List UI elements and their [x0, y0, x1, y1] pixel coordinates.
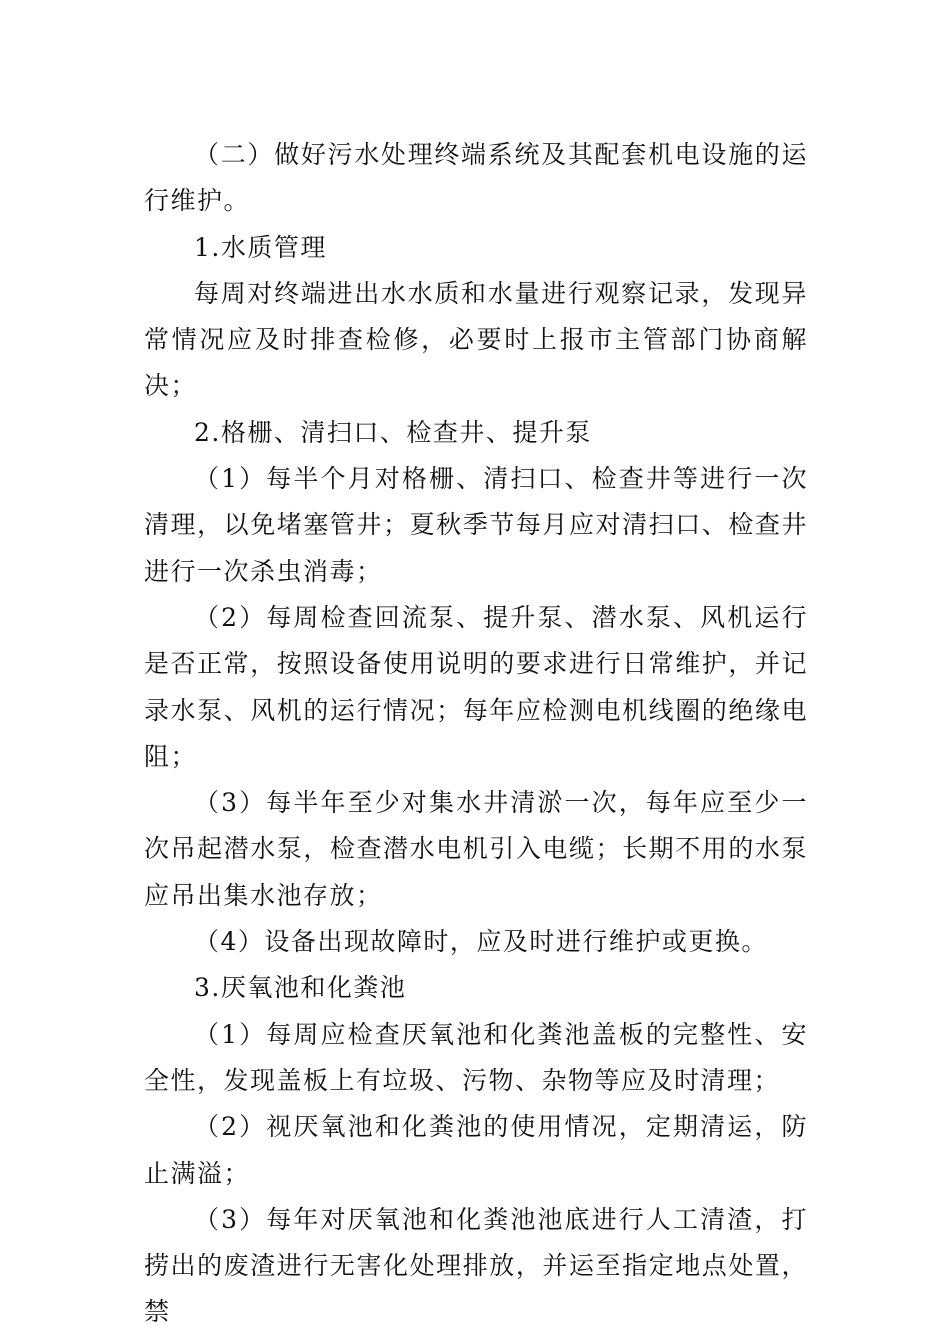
paragraph-item-4: （4）设备出现故障时，应及时进行维护或更换。: [194, 927, 768, 957]
subheading-anaerobic-septic: 3.厌氧池和化粪池: [194, 973, 407, 1003]
subheading-grating-pumps: 2.格栅、清扫口、检查井、提升泵: [194, 417, 592, 447]
paragraph-septic-item-2: （2）视厌氧池和化粪池的使用情况，定期清运，防止满溢；: [144, 1112, 808, 1188]
paragraph-water-quality: 每周对终端进出水水质和水量进行观察记录，发现异常情况应及时排查检修，必要时上报市主管部门协商解决；: [144, 278, 808, 401]
document-body: [144, 132, 808, 1336]
paragraph-septic-item-3: （3）每年对厌氧池和化粪池池底进行人工清渣，打捞出的废渣进行无害化处理排放，并运至指定地点处置，禁: [144, 1204, 808, 1327]
subheading-water-quality: 1.水质管理: [194, 232, 327, 262]
paragraph-item-2: （2）每周检查回流泵、提升泵、潜水泵、风机运行是否正常，按照设备使用说明的要求进行日常维护，并记录水泵、风机的运行情况；每年应检测电机线圈的绝缘电阻；: [144, 602, 808, 771]
paragraph-section-heading-2: （二）做好污水处理终端系统及其配套机电设施的运行维护。: [144, 140, 808, 216]
paragraph-septic-item-1: （1）每周应检查厌氧池和化粪池盖板的完整性、安全性，发现盖板上有垃圾、污物、杂物等应及时清理；: [144, 1019, 808, 1095]
paragraph-item-3: （3）每半年至少对集水井清淤一次，每年应至少一次吊起潜水泵，检查潜水电机引入电缆；长期不用的水泵应吊出集水池存放；: [144, 788, 808, 910]
paragraph-item-1: （1）每半个月对格栅、清扫口、检查井等进行一次清理，以免堵塞管井；夏秋季节每月应对清扫口、检查井进行一次杀虫消毒；: [144, 464, 808, 586]
